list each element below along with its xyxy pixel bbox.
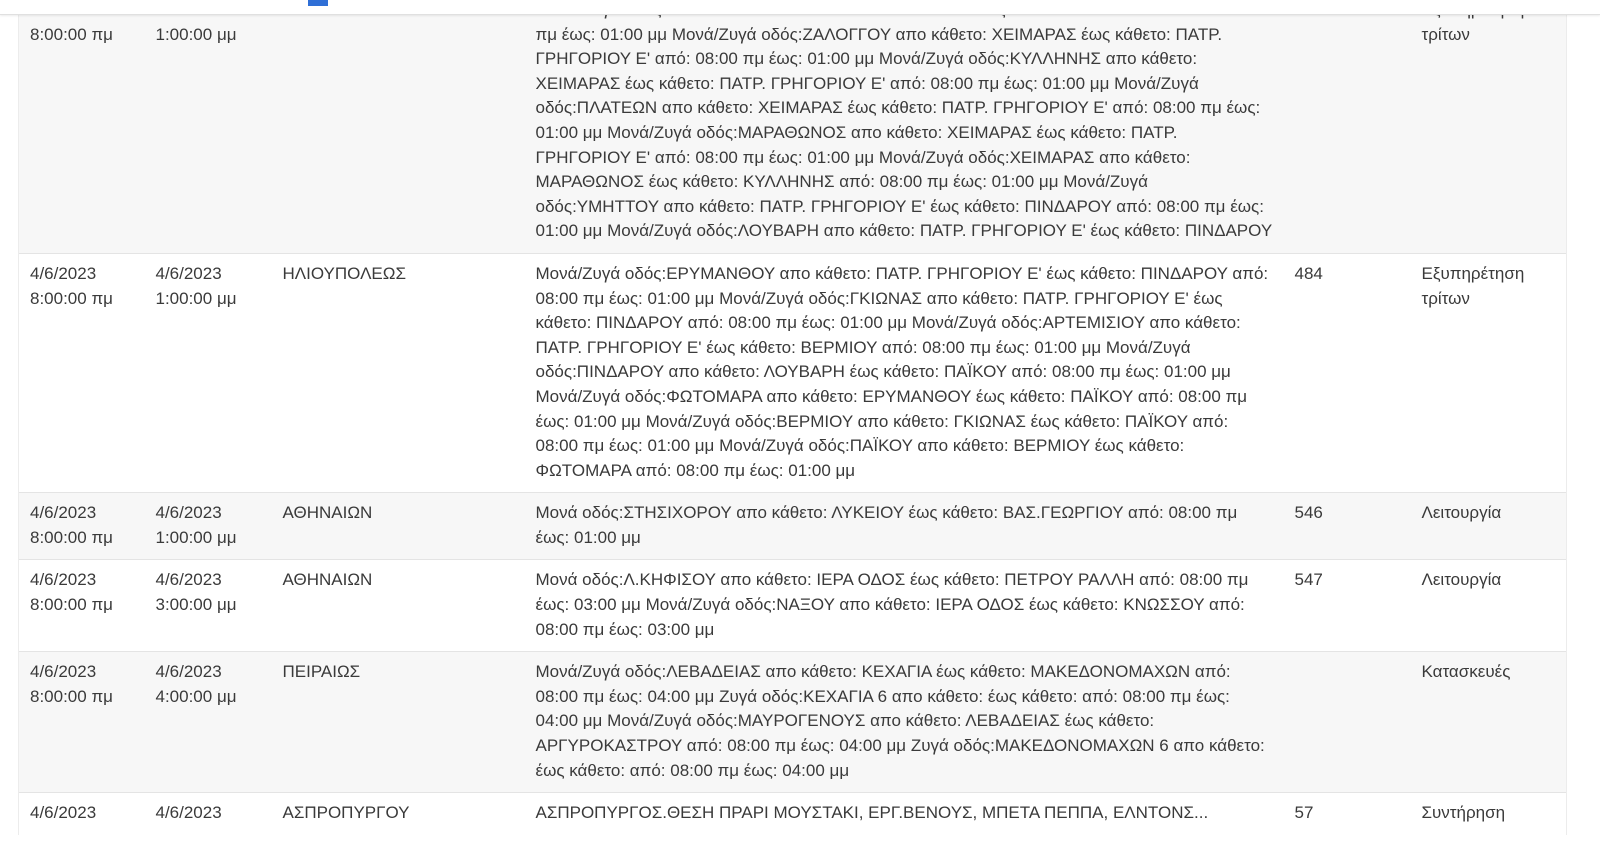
reason-cell: Λειτουργία [1411,493,1567,560]
reason-cell: Εξυπηρέτηση τρίτων [1411,253,1567,492]
start-time: 8:00:00 πμ [30,288,113,308]
start-time: 8:00:00 πμ [30,595,113,615]
reason-cell: Κατασκευές [1411,652,1567,793]
start-date: 4/6/2023 [30,263,97,283]
number-cell: 547 [1294,570,1323,590]
start-date: 4/6/2023 [30,803,97,823]
end-time: 1:00:00 μμ [155,288,237,308]
area-cell: ΑΣΠΡΟΠΥΡΓΟΥ [282,803,410,823]
end-time: 1:00:00 μμ [155,527,237,547]
number-cell: 484 [1294,263,1323,283]
area-cell [272,0,525,253]
start-datetime-cell [19,493,145,560]
table-row [19,493,1567,560]
end-date: 4/6/2023 [155,263,222,283]
end-datetime-cell [145,0,272,253]
end-datetime-cell [145,652,272,793]
number-cell [1284,0,1411,253]
end-date: 4/6/2023 [155,570,222,590]
area-cell: ΑΘΗΝΑΙΩΝ [282,570,373,590]
start-datetime-cell [19,652,145,793]
number-cell [1284,652,1411,793]
reason-cell: τρίτων [1411,0,1567,253]
end-datetime-cell [145,560,272,652]
end-datetime-cell [145,253,272,492]
end-datetime-cell [145,793,272,835]
end-time: 3:00:00 μμ [155,595,237,615]
start-time: 8:00:00 πμ [30,686,113,706]
description-cell: Μονά οδός:ΣΤΗΣΙΧΟΡΟΥ απο κάθετο: ΛΥΚΕΙΟΥ έως κάθετο: ΒΑΣ.ΓΕΩΡΓΙΟΥ από: 08:00 πμ έως: 01:00 μμ [535,503,1238,547]
start-date: 4/6/2023 [30,503,97,523]
area-cell: ΗΛΙΟΥΠΟΛΕΩΣ [282,263,406,283]
start-datetime-cell [19,0,145,253]
reason-cell: Συντήρηση [1411,793,1567,835]
number-cell: 57 [1294,803,1314,823]
header-accent-mark [308,0,328,6]
description-cell: ΑΣΠΡΟΠΥΡΓΟΣ.ΘΕΣΗ ΠΡΑΡΙ ΜΟΥΣΤΑΚΙ, ΕΡΓ.ΒΕΝΟΥΣ, ΜΠΕΤΑ ΠΕΠΠΑ, ΕΛΝΤΟΝΣ... [535,803,1209,823]
reason-cell: Λειτουργία [1411,560,1567,652]
start-date: 4/6/2023 [30,570,97,590]
end-date: 4/6/2023 [155,662,222,682]
start-datetime-cell [19,793,145,835]
end-datetime-cell [145,493,272,560]
end-time: 1:00:00 μμ [155,24,237,44]
start-datetime-cell [19,253,145,492]
table-row [19,253,1567,492]
table-row [19,652,1567,793]
start-time: 8:00:00 πμ [30,527,113,547]
description-cell: Μονά/Ζυγά οδός:ΕΡΥΜΑΝΘΟΥ απο κάθετο: ΠΑΤΡ. ΓΡΗΓΟΡΙΟΥ Ε' έως κάθετο: ΠΙΝΔΑΡΟΥ από: 08:00 πμ έως: 01:00 μμ Μονά/Ζυγά οδός:ΓΚΙΩΝΑΣ απο κάθετο: ΠΑΤΡ. ΓΡΗΓΟΡΙΟΥ Ε' έως κάθετο: ΠΙΝΔΑΡΟΥ από: 08:00 πμ έως: 01:00 μμ Μονά/Ζυγά οδός:ΑΡΤΕΜΙΣΙΟΥ απο κάθετο: ΠΑΤΡ. ΓΡΗΓΟΡΙΟΥ Ε' έως κάθετο: ΒΕΡΜΙΟΥ από: 08:00 πμ έως: 01:00 μμ Μονά/Ζυγά οδός:ΠΙΝΔΑΡΟΥ απο κάθετο: ΛΟΥΒΑΡΗ έως κάθετο: ΠΑΪΚΟΥ από: 08:00 πμ έως: 01:00 μμ Μονά/Ζυγά οδός:ΦΩΤΟΜΑΡΑ απο κάθετο: ΕΡΥΜΑΝΘΟΥ έως κάθετο: ΠΑΪΚΟΥ από: 08:00 πμ έως: 01:00 μμ Μονά/Ζυγά οδός:ΒΕΡΜΙΟΥ απο κάθετο: ΓΚΙΩΝΑΣ έως κάθετο: ΠΑΪΚΟΥ από: 08:00 πμ έως: 01:00 μμ Μονά/Ζυγά οδός:ΠΑΪΚΟΥ απο κάθετο: ΒΕΡΜΙΟΥ έως κάθετο: ΦΩΤΟΜΑΡΑ από: 08:00 πμ έως: 01:00 μμ [535,263,1269,480]
start-date: 4/6/2023 [30,662,97,682]
description-cell: Μονά οδός:Λ.ΚΗΦΙΣΟΥ απο κάθετο: ΙΕΡΑ ΟΔΟΣ έως κάθετο: ΠΕΤΡΟΥ ΡΑΛΛΗ από: 08:00 πμ έως: 03:00 μμ Μονά/Ζυγά οδός:ΝΑΞΟΥ απο κάθετο: ΙΕΡΑ ΟΔΟΣ έως κάθετο: ΚΝΩΣΣΟΥ από: 08:00 πμ έως: 03:00 μμ [535,570,1249,639]
area-cell: ΑΘΗΝΑΙΩΝ [282,503,373,523]
description-cell: Μονά/Ζυγά οδός:ΛΕΒΑΔΕΙΑΣ απο κάθετο: ΚΕΧΑΓΙΑ έως κάθετο: ΜΑΚΕΔΟΝΟΜΑΧΩΝ από: 08:00 πμ έως: 04:00 μμ Ζυγά οδός:ΚΕΧΑΓΙΑ 6 απο κάθετο: έως κάθετο: από: 08:00 πμ έως: 04:00 μμ Μονά/Ζυγά οδός:ΜΑΥΡΟΓΕΝΟΥΣ απο κάθετο: ΛΕΒΑΔΕΙΑΣ έως κάθετο: ΑΡΓΥΡΟΚΑΣΤΡΟΥ από: 08:00 πμ έως: 04:00 μμ Ζυγά οδός:ΜΑΚΕΔΟΝΟΜΑΧΩΝ 6 απο κάθετο: έως κάθετο: από: 08:00 πμ έως: 04:00 μμ [535,662,1265,780]
top-header-bar [0,0,1600,15]
description-cell: πμ έως: 01:00 μμ Μονά/Ζυγά οδός:ΖΑΛΟΓΓΟΥ απο κάθετο: ΧΕΙΜΑΡΑΣ έως κάθετο: ΠΑΤΡ. ΓΡΗΓΟΡΙΟΥ Ε' από: 08:00 πμ έως: 01:00 μμ Μονά/Ζυγά οδός:ΚΥΛΛΗΝΗΣ απο κάθετο: ΧΕΙΜΑΡΑΣ έως κάθετο: ΠΑΤΡ. ΓΡΗΓΟΡΙΟΥ Ε' από: 08:00 πμ έως: 01:00 μμ Μονά/Ζυγά οδός:ΠΛΑΤΕΩΝ απο κάθετο: ΧΕΙΜΑΡΑΣ έως κάθετο: ΠΑΤΡ. ΓΡΗΓΟΡΙΟΥ Ε' από: 08:00 πμ έως: 01:00 μμ Μονά/Ζυγά οδός:ΜΑΡΑΘΩΝΟΣ απο κάθετο: ΧΕΙΜΑΡΑΣ έως κάθετο: ΠΑΤΡ. ΓΡΗΓΟΡΙΟΥ Ε' από: 08:00 πμ έως: 01:00 μμ Μονά/Ζυγά οδός:ΧΕΙΜΑΡΑΣ απο κάθετο: ΜΑΡΑΘΩΝΟΣ έως κάθετο: ΚΥΛΛΗΝΗΣ από: 08:00 πμ έως: 01:00 μμ Μονά/Ζυγά οδός:ΥΜΗΤΤΟΥ απο κάθετο: ΠΑΤΡ. ΓΡΗΓΟΡΙΟΥ Ε' έως κάθετο: ΠΙΝΔΑΡΟΥ από: 08:00 πμ έως: 01:00 μμ Μονά/Ζυγά οδός:ΛΟΥΒΑΡΗ απο κάθετο: ΠΑΤΡ. ΓΡΗΓΟΡΙΟΥ Ε' έως κάθετο: ΠΙΝΔΑΡΟΥ [535,24,1273,241]
table-row [19,793,1567,835]
start-datetime-cell [19,560,145,652]
end-date: 4/6/2023 [155,503,222,523]
end-time: 4:00:00 μμ [155,686,237,706]
outages-table [18,0,1567,835]
outages-table-container [18,0,1566,835]
area-cell: ΠΕΙΡΑΙΩΣ [282,662,361,682]
number-cell: 546 [1294,503,1323,523]
start-time: 8:00:00 πμ [30,24,113,44]
table-row [19,0,1567,253]
table-row [19,560,1567,652]
end-date: 4/6/2023 [155,803,222,823]
